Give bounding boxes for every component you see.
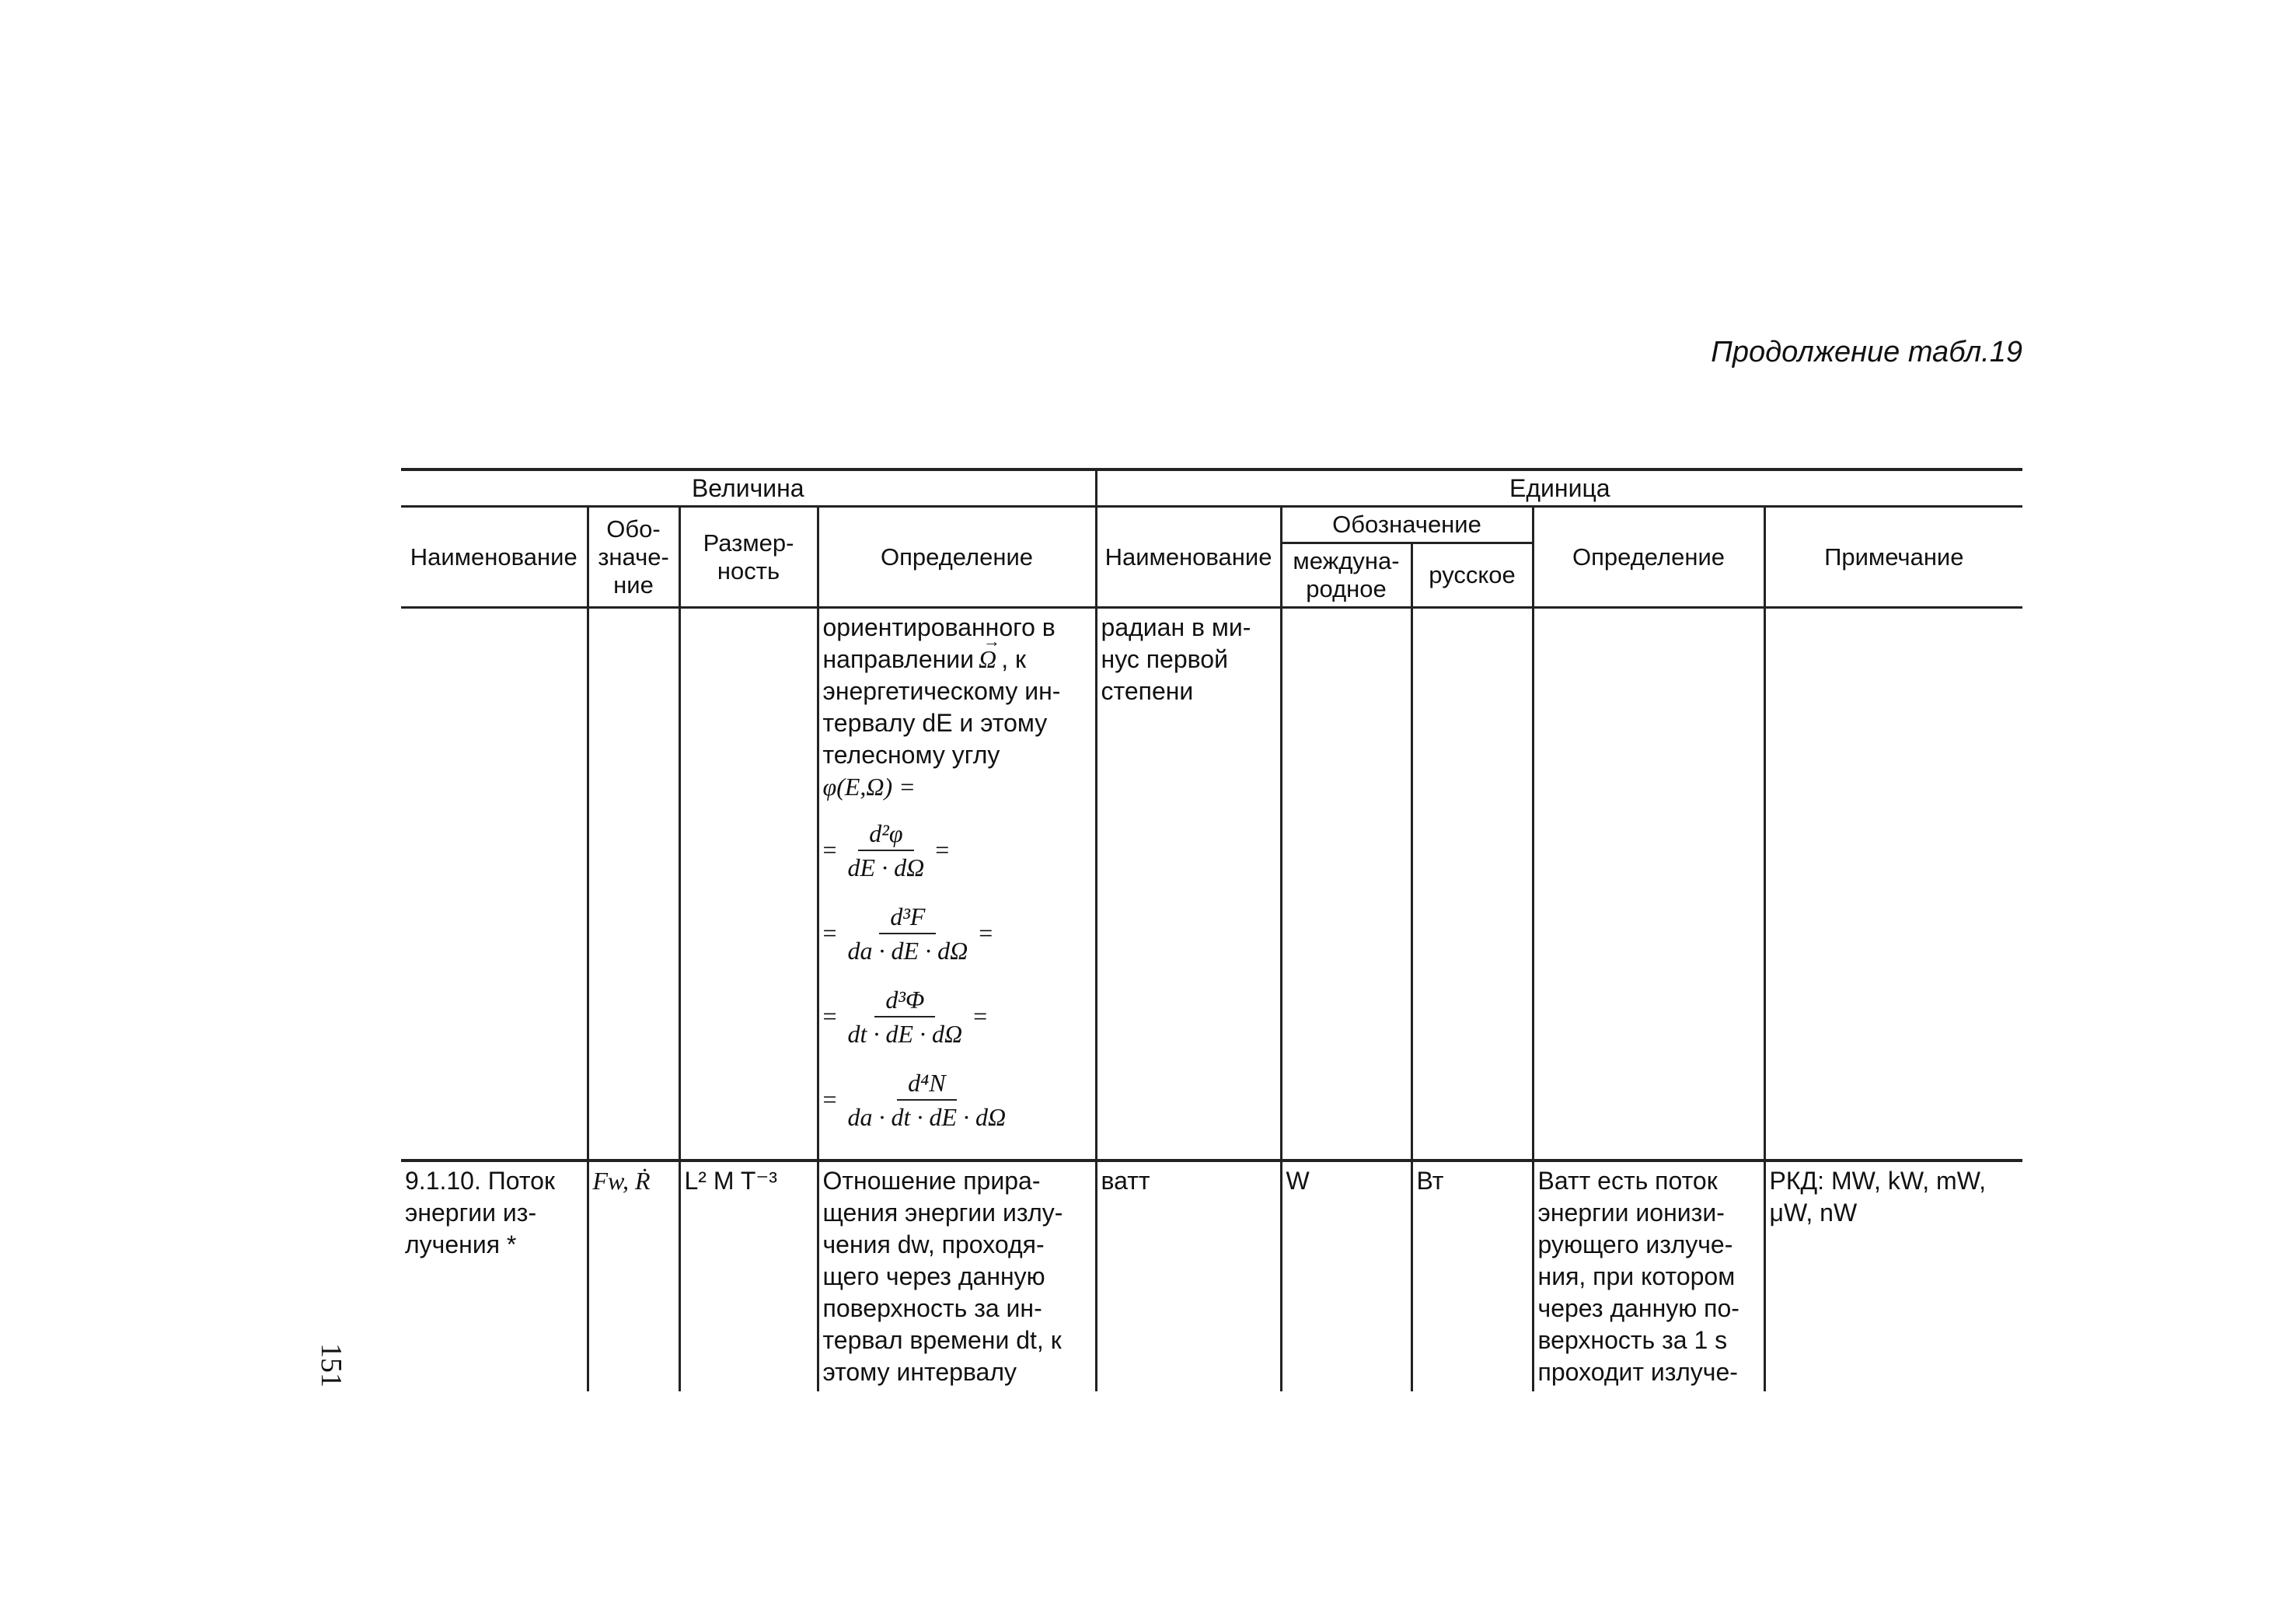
row1-unit-intl-cell — [1281, 608, 1411, 1161]
row1-def-line-4: энергетическому ин- — [822, 677, 1061, 705]
row2-unit-name-cell: ватт — [1096, 1161, 1281, 1391]
row1-definition-cell — [818, 608, 1096, 1161]
row1-unit-definition-cell — [1533, 608, 1764, 1161]
row1-note-cell — [1764, 608, 2022, 1161]
row1-name-cell — [401, 608, 588, 1161]
unit-note-header: Примечание — [1764, 507, 2022, 608]
table-row — [401, 1161, 2022, 1391]
formula-phi: φ(E,Ω) = — [822, 773, 916, 801]
formula-block — [823, 771, 1091, 1141]
unit-symbol-rus-header: русское — [1411, 543, 1533, 608]
row1-def-line-6: телесному углу — [822, 741, 1000, 769]
row2-symbol-cell: Fw, Ṙ — [588, 1161, 679, 1391]
unit-symbol-group-header: Обозначение — [1281, 507, 1533, 543]
table-row — [401, 608, 2022, 1161]
quantity-symbol-header: Обо- значе- ние — [588, 507, 679, 608]
unit-group-header: Единица — [1096, 469, 2022, 507]
row1-dimension-cell — [679, 608, 818, 1161]
row1-def-line-1: ориентированного в — [822, 613, 1056, 641]
row2-name-cell: 9.1.10. Поток энергии из- лучения * — [401, 1161, 588, 1391]
row2-unit-definition-cell: Ватт есть поток энергии ионизи- рующего излуче- ния, при котором через данную по- верхность за 1 s проходит излуче- — [1533, 1161, 1764, 1391]
formula-1: = $\frac{\text{d²φ}}{dE \cdot d\Omega}$ = — [823, 808, 1091, 892]
row2-unit-rus-cell: Вт — [1411, 1161, 1533, 1391]
quantity-definition-header: Определение — [818, 507, 1096, 608]
row1-def-line-5: тервалу dE и этому — [822, 709, 1048, 737]
row1-symbol-cell — [588, 608, 679, 1161]
quantity-dimension-header: Размер- ность — [679, 507, 818, 608]
quantities-table — [401, 468, 2022, 1391]
formula-4: = $\frac{\text{d⁴N}}{da \cdot dt \cdot dE \cdot d\Omega}$ — [823, 1058, 1091, 1141]
formula-3: = $\frac{\text{d³Φ}}{dt \cdot dE \cdot d\Omega}$ = — [823, 975, 1091, 1058]
row1-unit-rus-cell — [1411, 608, 1533, 1161]
quantity-group-header: Величина — [401, 469, 1096, 507]
row2-note-cell: РКД: MW, kW, mW, μW, nW — [1764, 1161, 2022, 1391]
row2-definition-cell: Отношение прира- щения энергии излу- чения dw, проходя- щего через данную поверхность за ин- тервал времени dt, к этому интервалу — [818, 1161, 1096, 1391]
unit-symbol-intl-header: междуна- родное — [1281, 543, 1411, 608]
omega-vector-symbol: → Ω — [979, 644, 996, 675]
quantity-name-header: Наименование — [401, 507, 588, 608]
unit-definition-header: Определение — [1533, 507, 1764, 608]
page-number: 151 — [315, 1343, 347, 1387]
table-caption: Продолжение табл.19 — [1711, 336, 2022, 368]
row1-def-line-2: направлении→ Ω , к — [823, 644, 1091, 675]
formula-2: = $\frac{\text{d³F}}{da \cdot dE \cdot d\Omega}$ = — [823, 892, 1091, 975]
row1-unit-name-cell: радиан в ми- нус первой степени — [1096, 608, 1281, 1161]
row2-dimension-cell: L² M T⁻³ — [679, 1161, 818, 1391]
row2-unit-intl-cell: W — [1281, 1161, 1411, 1391]
unit-name-header: Наименование — [1096, 507, 1281, 608]
